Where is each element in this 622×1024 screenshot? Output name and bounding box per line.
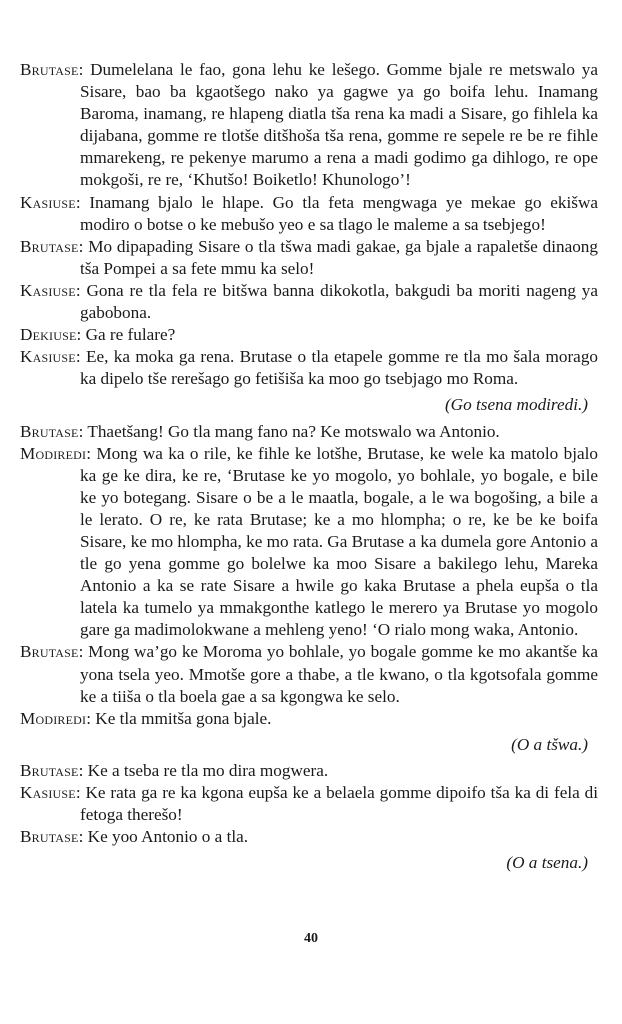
dialogue-entry: Kasiuse: Inamang bjalo le hlape. Go tla feta mengwaga ye mekae go ekišwa modiro o botse o ke mebušo yeo e sa tlago le maleme a sa tsebjego! [20, 192, 598, 234]
stage-direction: (O a tšwa.) [511, 734, 588, 754]
speaker-name: Kasiuse [20, 280, 76, 300]
dialogue-text: Gona re tla fela re bitšwa banna dikokotla, bakgudi ba moriti nageng ya gabobona. [80, 280, 598, 323]
dialogue-entry: Brutase: Ke yoo Antonio o a tla. [20, 827, 249, 847]
dialogue-text: Dumelelana le fao, gona lehu ke lešego. Gomme bjale re metswalo ya Sisare, bao ba kgaotšego nako ya gagwe ya go boifa lehu. Inamang Baroma, inamang, re hlapeng diatla tša rena ka madi a Sisare, go fihlela ka dijabana, gomme re tlotše ditšhoša tša rena, gomme re sepele re be re fihle mmarekeng, re pekenye marumo a rena a madi godimo ga dihlogo, re ope mokgoši, re re, ‘Khutšo! Boiketlo! Khunologo’! [80, 60, 598, 190]
speaker-name: Modiredi [20, 708, 87, 728]
dialogue-text: Mong wa’go ke Moroma yo bohlale, yo bogale gomme ke mo akantše ka yona tsela yeo. Mmotše gore a thabe, a tle kwano, o tla kgotsofala gomme ke a tiiša o tla boela gae a sa kgongwa ke selo. [80, 642, 598, 706]
speaker-name: Brutase [20, 760, 79, 780]
dialogue-text: Mo dipapading Sisare o tla tšwa madi gakae, ga bjale a rapaletše dinaong tša Pompei a sa fete mmu ka selo! [80, 236, 598, 278]
dialogue-text: Ee, ka moka ga rena. Brutase o tla etapele gomme re tla mo šala morago ka dipelo tše rerešago go fetišiša ka moo go tsebjago mo Roma. [80, 347, 599, 389]
dialogue-text: Ga re fulare? [85, 325, 176, 345]
speaker-name: Modiredi [20, 443, 87, 463]
speaker-name: Kasiuse [20, 783, 76, 802]
dialogue-entry: Modiredi: Mong wa ka o rile, ke fihle ke lotšhe, Brutase, ke wele ka matolo bjalo ka ge ke dira, ke re, ‘Brutase ke yo mogolo, yo bohlale, yo bogale, e bile ke yo botegang. Sisare o be a le maatla, bogale, a le wa bogošing, a bile a le lerato. O re, ke rata Brutase; ke a mo hlompha; o re, ke be ke boifa Sisare, ke mo hlompha, ke mo rata. Ga Brutase a ka dumela gore Antonio a tle go yena gomme go bolelwe ka moo Sisare a bakilego lehu, Mareka Antonio a ka se rate Sisare a hwile go kaka Brutase a phela eupša o tla latela ka tumelo ya mmakgonthe katlego le merero ya Brutase yo mogolo gare ga madimolokwane a mehleng yeno! ‘O rialo mong waka, Antonio. [20, 443, 598, 640]
dialogue-entry: Kasiuse: Gona re tla fela re bitšwa banna dikokotla, bakgudi ba moriti nageng ya gabobona. [20, 280, 598, 323]
dialogue-text: Ke rata ga re ka kgona eupša ke a belaela gomme dipoifo tša ka di fela di fetoga therešo! [80, 783, 598, 825]
stage-direction: (O a tsena.) [506, 853, 588, 873]
book-page [20, 59, 598, 878]
dialogue-entry: Brutase: Mong wa’go ke Moroma yo bohlale, yo bogale gomme ke mo akantše ka yona tsela yeo. Mmotše gore a thabe, a tle kwano, o tla kgotsofala gomme ke a tiiša o tla boela gae a sa kgongwa ke selo. [20, 642, 598, 706]
speaker-name: Brutase [20, 421, 79, 441]
dialogue-entry: Brutase: Thaetšang! Go tla mang fano na? Ke motswalo wa Antonio. [20, 421, 500, 441]
stage-direction: (Go tsena modiredi.) [444, 395, 588, 415]
dialogue-entry: Kasiuse: Ee, ka moka ga rena. Brutase o tla etapele gomme re tla mo šala morago ka dipelo tše rerešago go fetišiša ka moo go tsebjago mo Roma. [20, 347, 599, 389]
dialogue-text: Thaetšang! Go tla mang fano na? Ke motswalo wa Antonio. [87, 421, 500, 441]
speaker-name: Brutase [20, 60, 79, 79]
speaker-name: Brutase [20, 827, 79, 847]
speaker-name: Kasiuse [20, 347, 76, 367]
speaker-name: Brutase [20, 236, 79, 256]
dialogue-entry: Modiredi: Ke tla mmitša gona bjale. [20, 708, 272, 728]
dialogue-text: Inamang bjalo le hlape. Go tla feta mengwaga ye mekae go ekišwa modiro o botse o ke mebušo yeo e sa tlago le maleme a sa tsebjego! [80, 192, 598, 234]
dialogue-text: Mong wa ka o rile, ke fihle ke lotšhe, Brutase, ke wele ka matolo bjalo ka ge ke dira, ke re, ‘Brutase ke yo mogolo, yo bohlale, yo bogale, e bile ke yo botegang. Sisare o be a le maatla, bogale, a le wa bogošing, a bile a le lerato. O re, ke rata Brutase; ke a mo hlompha; o re, ke be ke boifa Sisare, ke mo hlompha, ke mo rata. Ga Brutase a ka dumela gore Antonio a tle go yena gomme go bolelwe ka moo Sisare a bakilego lehu, Mareka Antonio a ka se rate Sisare a hwile go kaka Brutase a phela eupša o tla latela ka tumelo ya mmakgonthe katlego le merero ya Brutase yo mogolo gare ga madimolokwane a mehleng yeno! ‘O rialo mong waka, Antonio. [80, 443, 598, 640]
speaker-name: Kasiuse [20, 192, 76, 212]
page-number: 40 [304, 931, 318, 946]
dialogue-entry: Dekiuse: Ga re fulare? [20, 325, 176, 345]
dialogue-entry: Kasiuse: Ke rata ga re ka kgona eupša ke a belaela gomme dipoifo tša ka di fela di fetoga therešo! [20, 783, 598, 825]
speaker-name: Brutase [20, 642, 79, 662]
dialogue-text: Ke tla mmitša gona bjale. [95, 708, 272, 728]
dialogue-entry: Brutase: Dumelelana le fao, gona lehu ke lešego. Gomme bjale re metswalo ya Sisare, bao ba kgaotšego nako ya gagwe ya go boifa lehu. Inamang Baroma, inamang, re hlapeng diatla tša rena ka madi a Sisare, go fihlela ka dijabana, gomme re tlotše ditšhoša tša rena, gomme re sepele re be re fihle mmarekeng, re pekenye marumo a rena a madi godimo ga dihlogo, re ope mokgoši, re re, ‘Khutšo! Boiketlo! Khunologo’! [20, 60, 598, 190]
dialogue-entry: Brutase: Ke a tseba re tla mo dira mogwera. [20, 760, 329, 780]
dialogue-text: Ke yoo Antonio o a tla. [87, 827, 249, 847]
speaker-name: Dekiuse [20, 325, 77, 345]
dialogue-entry: Brutase: Mo dipapading Sisare o tla tšwa madi gakae, ga bjale a rapaletše dinaong tša Pompei a sa fete mmu ka selo! [20, 236, 598, 278]
dialogue-text: Ke a tseba re tla mo dira mogwera. [87, 760, 329, 780]
